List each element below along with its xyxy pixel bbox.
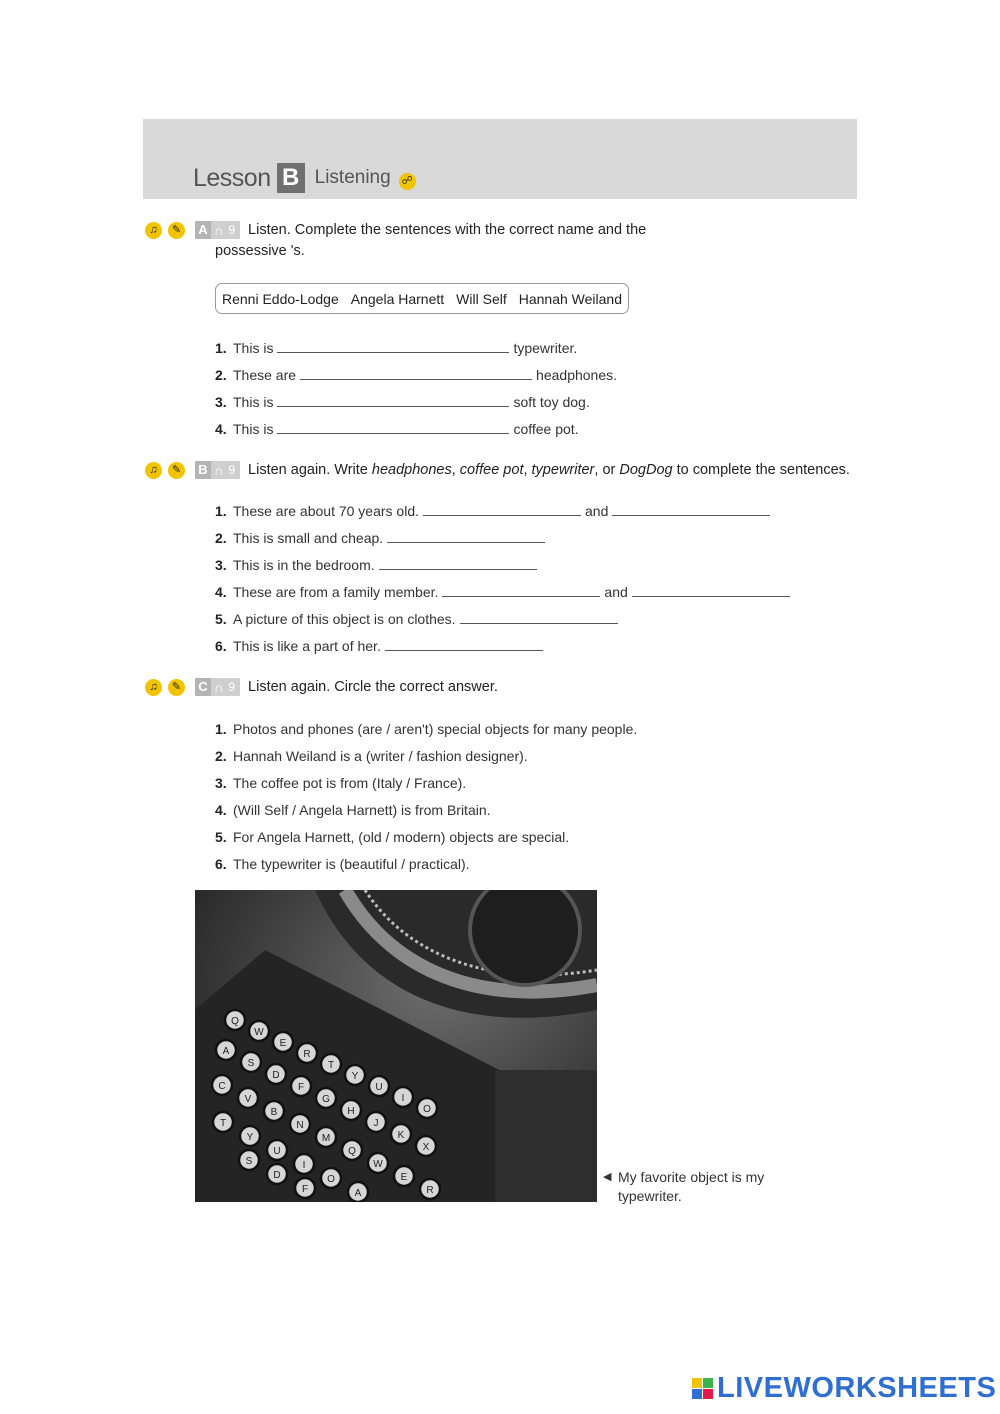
answer-blank[interactable]	[277, 421, 509, 434]
typewriter-key-letter: R	[303, 1049, 311, 1060]
section-b-item: 2. This is small and cheap.	[215, 526, 549, 546]
typewriter-key-letter: Y	[351, 1071, 359, 1082]
typewriter-key-letter: I	[401, 1093, 405, 1104]
section-b-item: 4. These are from a family member. and	[215, 580, 794, 600]
answer-blank[interactable]	[632, 584, 790, 597]
section-c-badge: C ∩ 9	[195, 678, 240, 696]
typewriter-key-letter: A	[354, 1188, 362, 1199]
typewriter-key-letter: K	[397, 1130, 405, 1141]
keyboard-side	[495, 1070, 597, 1202]
typewriter-key-letter: G	[322, 1094, 330, 1105]
lesson-subtitle: Listening	[314, 167, 391, 188]
headphones-icon: ∩	[214, 462, 224, 478]
answer-blank[interactable]	[300, 367, 532, 380]
section-a-item: 4. This is coffee pot.	[215, 421, 579, 437]
typewriter-key-letter: T	[327, 1060, 335, 1071]
section-b-item: 5. A picture of this object is on clothes.	[215, 607, 622, 627]
answer-blank[interactable]	[277, 340, 509, 353]
answer-blank[interactable]	[423, 503, 581, 516]
typewriter-key-letter: W	[373, 1159, 383, 1170]
answer-blank[interactable]	[612, 503, 770, 516]
headphones-icon: ∩	[214, 222, 224, 238]
section-c-item[interactable]: 2. Hannah Weiland is a (writer / fashion designer).	[215, 748, 528, 764]
workbook-icon: ✎	[168, 222, 185, 239]
headphones-icon: ∩	[214, 679, 224, 695]
section-c-item[interactable]: 1. Photos and phones (are / aren't) special objects for many people.	[215, 721, 638, 737]
typewriter-key-letter: U	[375, 1082, 383, 1093]
typewriter-key-letter: S	[247, 1058, 255, 1069]
lesson-title	[193, 160, 416, 196]
section-c-item[interactable]: 4. (Will Self / Angela Harnett) is from Britain.	[215, 802, 491, 818]
typewriter-key-letter: M	[321, 1133, 331, 1144]
workbook-icon: ✎	[168, 462, 185, 479]
typewriter-key-letter: A	[222, 1046, 230, 1057]
lesson-word: Lesson	[193, 163, 271, 192]
typewriter-key-letter: W	[254, 1027, 264, 1038]
typewriter-key-letter: H	[347, 1106, 355, 1117]
typewriter-key-letter: V	[244, 1094, 252, 1105]
typewriter-key-letter: U	[273, 1146, 281, 1157]
typewriter-key-letter: E	[400, 1172, 408, 1183]
typewriter-key-letter: N	[296, 1120, 304, 1131]
section-a-instruction-cont: possessive 's.	[215, 243, 305, 259]
typewriter-key-letter: D	[273, 1170, 281, 1181]
answer-blank[interactable]	[277, 394, 509, 407]
typewriter-key-letter: J	[373, 1118, 379, 1129]
audio-icon[interactable]: ♫	[145, 679, 162, 696]
typewriter-key-letter: Y	[246, 1132, 254, 1143]
section-a-item: 1. This is typewriter.	[215, 340, 578, 356]
answer-blank[interactable]	[379, 557, 537, 570]
word-box-item: Angela Harnett	[350, 290, 445, 307]
word-box	[215, 283, 629, 314]
typewriter-key-letter: O	[423, 1104, 431, 1115]
typewriter-image	[195, 890, 597, 1202]
section-a-item: 2. These are headphones.	[215, 367, 618, 383]
section-b-item: 1. These are about 70 years old. and	[215, 499, 774, 519]
typewriter-key-letter: I	[302, 1160, 306, 1171]
word-box-item: Renni Eddo-Lodge	[222, 290, 339, 307]
section-a-instruction-text: Listen. Complete the sentences with the correct name and the	[248, 222, 647, 238]
typewriter-key-letter: S	[245, 1156, 253, 1167]
section-c-instruction-text: Listen again. Circle the correct answer.	[248, 679, 498, 695]
typewriter-key-letter: C	[218, 1081, 226, 1092]
audio-icon[interactable]: ♫	[145, 222, 162, 239]
section-c-instruction	[145, 678, 498, 696]
answer-blank[interactable]	[442, 584, 600, 597]
section-b-instruction-text: Listen again. Write headphones, coffee pot, typewriter, or DogDog to complete the sentences.	[248, 462, 850, 478]
link-icon[interactable]: ☍	[399, 173, 416, 190]
workbook-icon: ✎	[168, 679, 185, 696]
typewriter-key-letter: F	[297, 1082, 305, 1093]
section-a-item: 3. This is soft toy dog.	[215, 394, 590, 410]
typewriter-key-letter: X	[422, 1142, 430, 1153]
typewriter-key-letter: B	[270, 1107, 278, 1118]
section-b-item: 6. This is like a part of her.	[215, 634, 547, 654]
answer-blank[interactable]	[460, 611, 618, 624]
photo-caption: ◀ My favorite object is my typewriter.	[603, 1169, 765, 1204]
section-c-item[interactable]: 5. For Angela Harnett, (old / modern) objects are special.	[215, 829, 570, 845]
typewriter-photo	[195, 890, 597, 1202]
typewriter-key-letter: O	[327, 1174, 335, 1185]
liveworksheets-logo-icon	[692, 1378, 713, 1399]
section-c-item[interactable]: 3. The coffee pot is from (Italy / France).	[215, 775, 467, 791]
section-a-instruction	[145, 221, 646, 239]
word-box-item: Hannah Weiland	[518, 290, 622, 307]
typewriter-key-letter: F	[301, 1184, 309, 1195]
lesson-letter: B	[277, 163, 305, 193]
audio-icon[interactable]: ♫	[145, 462, 162, 479]
brand-name: LIVEWORKSHEETS	[717, 1372, 997, 1404]
typewriter-key-letter: R	[426, 1185, 434, 1196]
liveworksheets-brand[interactable]	[692, 1372, 996, 1405]
typewriter-key-letter: T	[219, 1118, 227, 1129]
section-c-item[interactable]: 6. The typewriter is (beautiful / practical).	[215, 856, 470, 872]
typewriter-key-letter: E	[279, 1038, 287, 1049]
section-a-badge: A ∩ 9	[195, 221, 240, 239]
answer-blank[interactable]	[385, 638, 543, 651]
caption-arrow-icon: ◀	[603, 1171, 612, 1183]
section-b-badge: B ∩ 9	[195, 461, 240, 479]
platen-knob	[470, 890, 580, 985]
answer-blank[interactable]	[387, 530, 545, 543]
typewriter-key-letter: Q	[348, 1146, 356, 1157]
typewriter-key-letter: D	[272, 1070, 280, 1081]
section-b-instruction	[145, 461, 850, 479]
word-box-item: Will Self	[456, 290, 507, 307]
typewriter-key-letter: Q	[231, 1016, 239, 1027]
section-b-item: 3. This is in the bedroom.	[215, 553, 541, 573]
